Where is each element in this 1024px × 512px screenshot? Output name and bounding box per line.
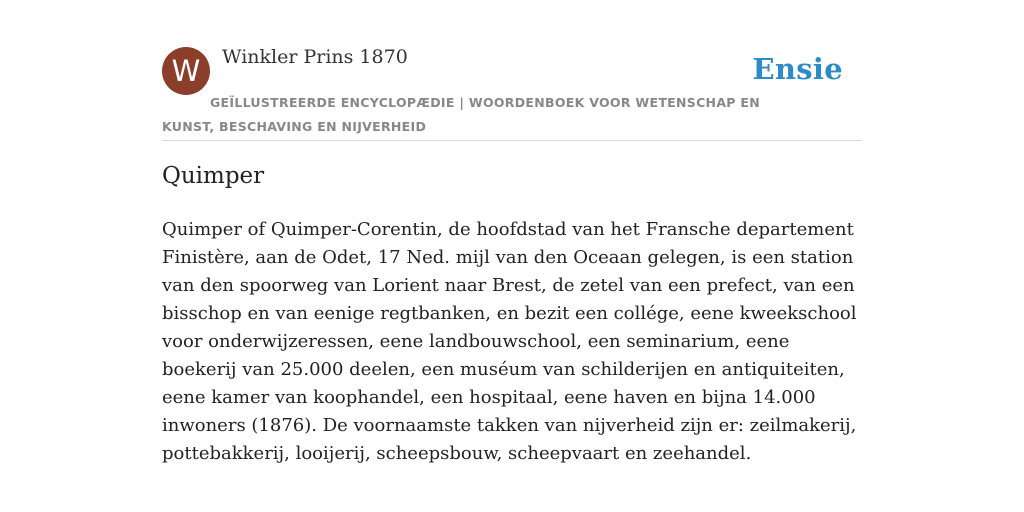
entry-title: Quimper — [162, 163, 265, 189]
entry-body: Quimper of Quimper-Corentin, de hoofdstad van het Fransche departement Finistère, aan de Odet, 17 Ned. mijl van den Oceaan gelegen, is een station van den spoorweg van Lorient naar Brest, de zetel van een prefect, van een bisschop en van eenige regtbanken, en bezit een collége, eene kweekschool voor onderwijzeressen, eene landbouwschool, een seminarium, eene boekerij van 25.000 deelen, een muséum van schilderijen en antiquiteiten, eene kamer van koophandel, een hospitaal, eene haven en bijna 14.000 inwoners (1876). De voornaamste takken van nijverheid zijn er: zeilmakerij, pottebakkerij, looijerij, scheepsbouw, scheepvaart en zeehandel. — [162, 219, 857, 464]
source-subtitle: GEÏLLUSTREERDE ENCYCLOPÆDIE | WOORDENBOEK VOOR WETENSCHAP EN KUNST, BESCHAVING EN NIJVERHEID — [162, 95, 760, 134]
source-header — [162, 44, 862, 141]
source-title[interactable]: Winkler Prins 1870 — [222, 46, 408, 68]
source-avatar[interactable]: W — [162, 47, 210, 95]
ensie-logo[interactable]: Ensie — [752, 52, 843, 86]
